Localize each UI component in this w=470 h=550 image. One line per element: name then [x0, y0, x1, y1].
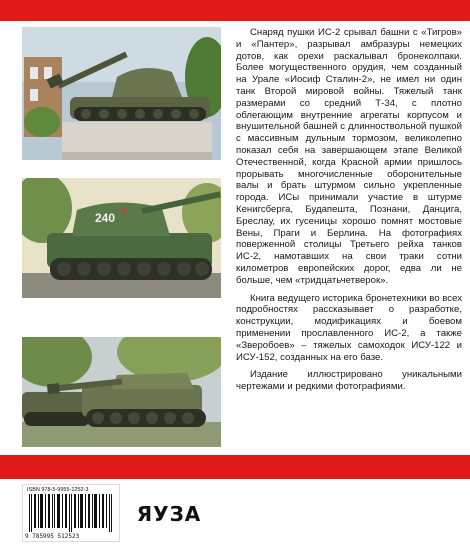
publisher-logo — [138, 500, 200, 528]
barcode-digits: 9 785995 512523 — [25, 533, 80, 540]
annotation-paragraph-1: Снаряд пушки ИС-2 срывал башни с «Тигров» и «Пантер», разрывал амбразуры немецких дотов, как орехи раскалывал бронеколпаки. Более могущественного орудия, чем созданный на Урале «Иосиф Сталин-2», не имел ни один танк Второй мировой войны. Тяжелый танк размерами со средний Т-34, с плотно облегающим внутренние агрегаты корпусом и внушительной башней с длинноствольной пушкой с массивным дульным тормозом, великолепно показал себя на завершающем этапе Великой Отечественной, когда Красной армии пришлось прорывать многочисленные оборонительные валы и брать штурмом сильно укрепленные города. ИСы принимали участие в штурме Кенигсберга, Будапешта, Познани, Данцига, Бреслау, их гусеницы хорошо помнят мостовые Вены, Праги и Берлина. На фотографиях поверженной столицы Третьего рейха танков ИС-2, намотавших на свои траки сотни километров европейских дорог, едва ли не больше, чем «тридцатьчетверок». — [236, 27, 462, 286]
publisher-logo-text: ЯУЗА — [136, 502, 202, 526]
photo-isu-152 — [22, 337, 221, 447]
isbn-label: ISBN 978-5-9955-1252-3 — [27, 487, 89, 493]
top-red-stripe — [0, 0, 470, 21]
barcode-bars — [27, 494, 115, 532]
annotation-text-block — [236, 27, 462, 393]
annotation-paragraph-2: Книга ведущего историка бронетехники во всех подробностях рассказывает о разработке, конструкции, модификациях и боевом применении прославленного ИС-2, а также «Зверобоев» – тяжелых самоходок ИСУ-122 и ИСУ-152, созданных на его базе. — [236, 292, 462, 363]
photo-is2-240 — [22, 178, 221, 298]
barcode — [22, 484, 120, 542]
photo2-turret-number: 240 — [95, 211, 116, 225]
photo-is2-monument — [22, 27, 221, 160]
bottom-red-stripe — [0, 455, 470, 479]
annotation-paragraph-3: Издание иллюстрировано уникальными чертежами и редкими фотографиями. — [236, 369, 462, 393]
